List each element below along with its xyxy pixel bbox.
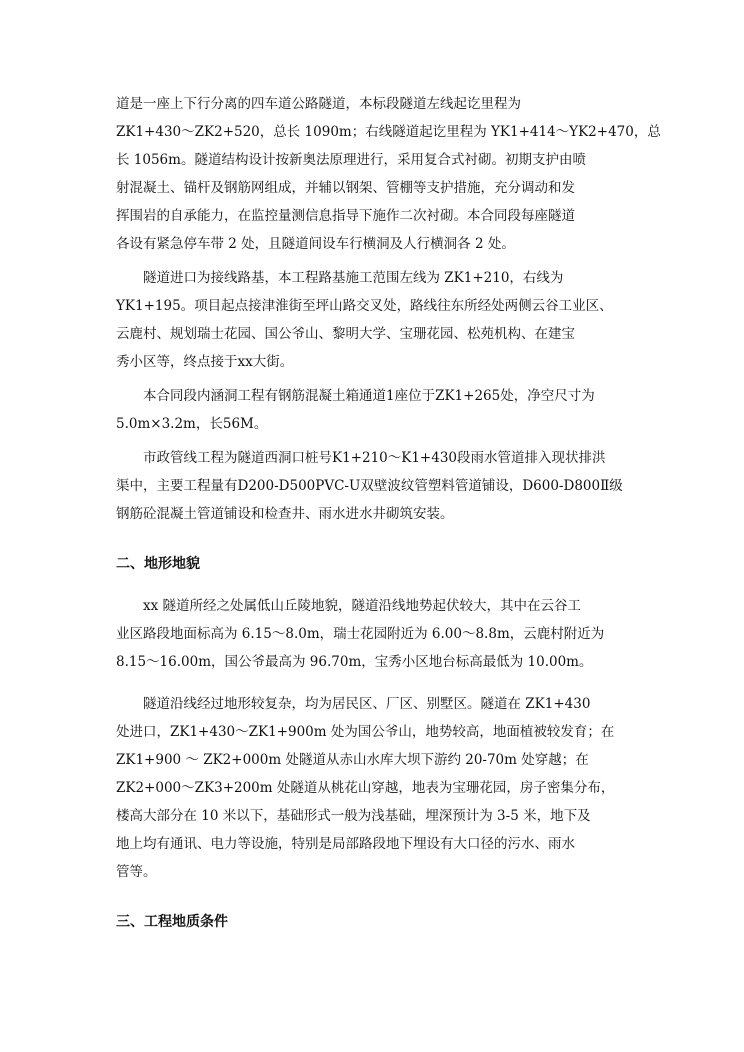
text-line: 各设有紧急停车带 2 处，且隧道间设车行横洞及人行横洞各 2 处。 bbox=[116, 236, 515, 252]
text-line: xx 隧道所经之处属低山丘陵地貌，隧道沿线地势起伏较大，其中在云谷工 bbox=[143, 598, 582, 614]
text-line: 钢筋砼混凝土管道铺设和检查井、雨水进水井砌筑安装。 bbox=[116, 506, 454, 522]
text-line: 市政管线工程为隧道西洞口桩号K1+210～K1+430段雨水管道排入现状排洪 bbox=[143, 450, 606, 466]
text-line: 挥围岩的自承能力，在监控量测信息指导下施作二次衬砌。本合同段每座隧道 bbox=[116, 208, 575, 224]
text-line: YK1+195。项目起点接津淮街至坪山路交叉处，路线往东所经处两侧云谷工业区、 bbox=[116, 298, 613, 314]
text-line: 射混凝土、锚杆及钢筋网组成，并辅以钢架、管棚等支护措施，充分调动和发 bbox=[116, 180, 575, 196]
text-line: 管等。 bbox=[116, 864, 157, 880]
section-heading-geology: 三、工程地质条件 bbox=[116, 914, 228, 930]
text-line: 8.15～16.00m，国公爷最高为 96.70m，宝秀小区地台标高最低为 10.00m。 bbox=[116, 654, 593, 670]
section-heading-terrain: 二、地形地貌 bbox=[116, 556, 200, 572]
text-line: 云鹿村、规划瑞士花园、国公爷山、黎明大学、宝珊花园、松苑机构、在建宝 bbox=[116, 326, 575, 342]
paragraph-tunnel-overview bbox=[116, 90, 661, 258]
paragraph-terrain-elevation bbox=[116, 592, 636, 676]
paragraph-tunnel-entrance bbox=[116, 264, 636, 376]
text-line: 长 1056m。隧道结构设计按新奥法原理进行，采用复合式衬砌。初期支护由喷 bbox=[116, 152, 586, 168]
text-line: 本合同段内涵洞工程有钢筋混凝土箱通道1座位于ZK1+265处，净空尺寸为 bbox=[143, 388, 595, 404]
paragraph-pipeline bbox=[116, 444, 636, 528]
text-line: 道是一座上下行分离的四车道公路隧道，本标段隧道左线起讫里程为 bbox=[116, 96, 521, 112]
text-line: 隧道沿线经过地形较复杂，均为居民区、厂区、别墅区。隧道在 ZK1+430 bbox=[143, 696, 591, 712]
text-line: 5.0m×3.2m，长56M。 bbox=[116, 416, 268, 432]
text-line: ZK1+900 ～ ZK2+000m 处隧道从赤山水库大坝下游约 20-70m 处穿越；在 bbox=[116, 752, 589, 768]
paragraph-culvert bbox=[116, 382, 636, 438]
text-line: ZK1+430～ZK2+520，总长 1090m；右线隧道起讫里程为 YK1+414～YK2+470，总 bbox=[116, 124, 661, 140]
text-line: 处进口，ZK1+430～ZK1+900m 处为国公爷山，地势较高，地面植被较发育；在 bbox=[116, 724, 615, 740]
text-line: 业区路段地面标高为 6.15～8.0m，瑞士花园附近为 6.00～8.8m，云鹿村附近为 bbox=[116, 626, 605, 642]
text-line: ZK2+000～ZK3+200m 处隧道从桃花山穿越，地表为宝珊花园，房子密集分布， bbox=[116, 780, 615, 796]
text-line: 秀小区等，终点接于xx大街。 bbox=[116, 354, 294, 370]
document-body bbox=[116, 90, 661, 936]
paragraph-terrain-route bbox=[116, 690, 636, 886]
text-line: 地上均有通讯、电力等设施，特别是局部路段地下埋设有大口径的污水、雨水 bbox=[116, 836, 575, 852]
text-line: 隧道进口为接线路基，本工程路基施工范围左线为 ZK1+210，右线为 bbox=[143, 270, 564, 286]
text-line: 渠中，主要工程量有D200-D500PVC-U双壁波纹管塑料管道铺设，D600-D800Ⅱ级 bbox=[116, 478, 623, 494]
text-line: 楼高大部分在 10 米以下，基础形式一般为浅基础，埋深预计为 3-5 米，地下及 bbox=[116, 808, 591, 824]
